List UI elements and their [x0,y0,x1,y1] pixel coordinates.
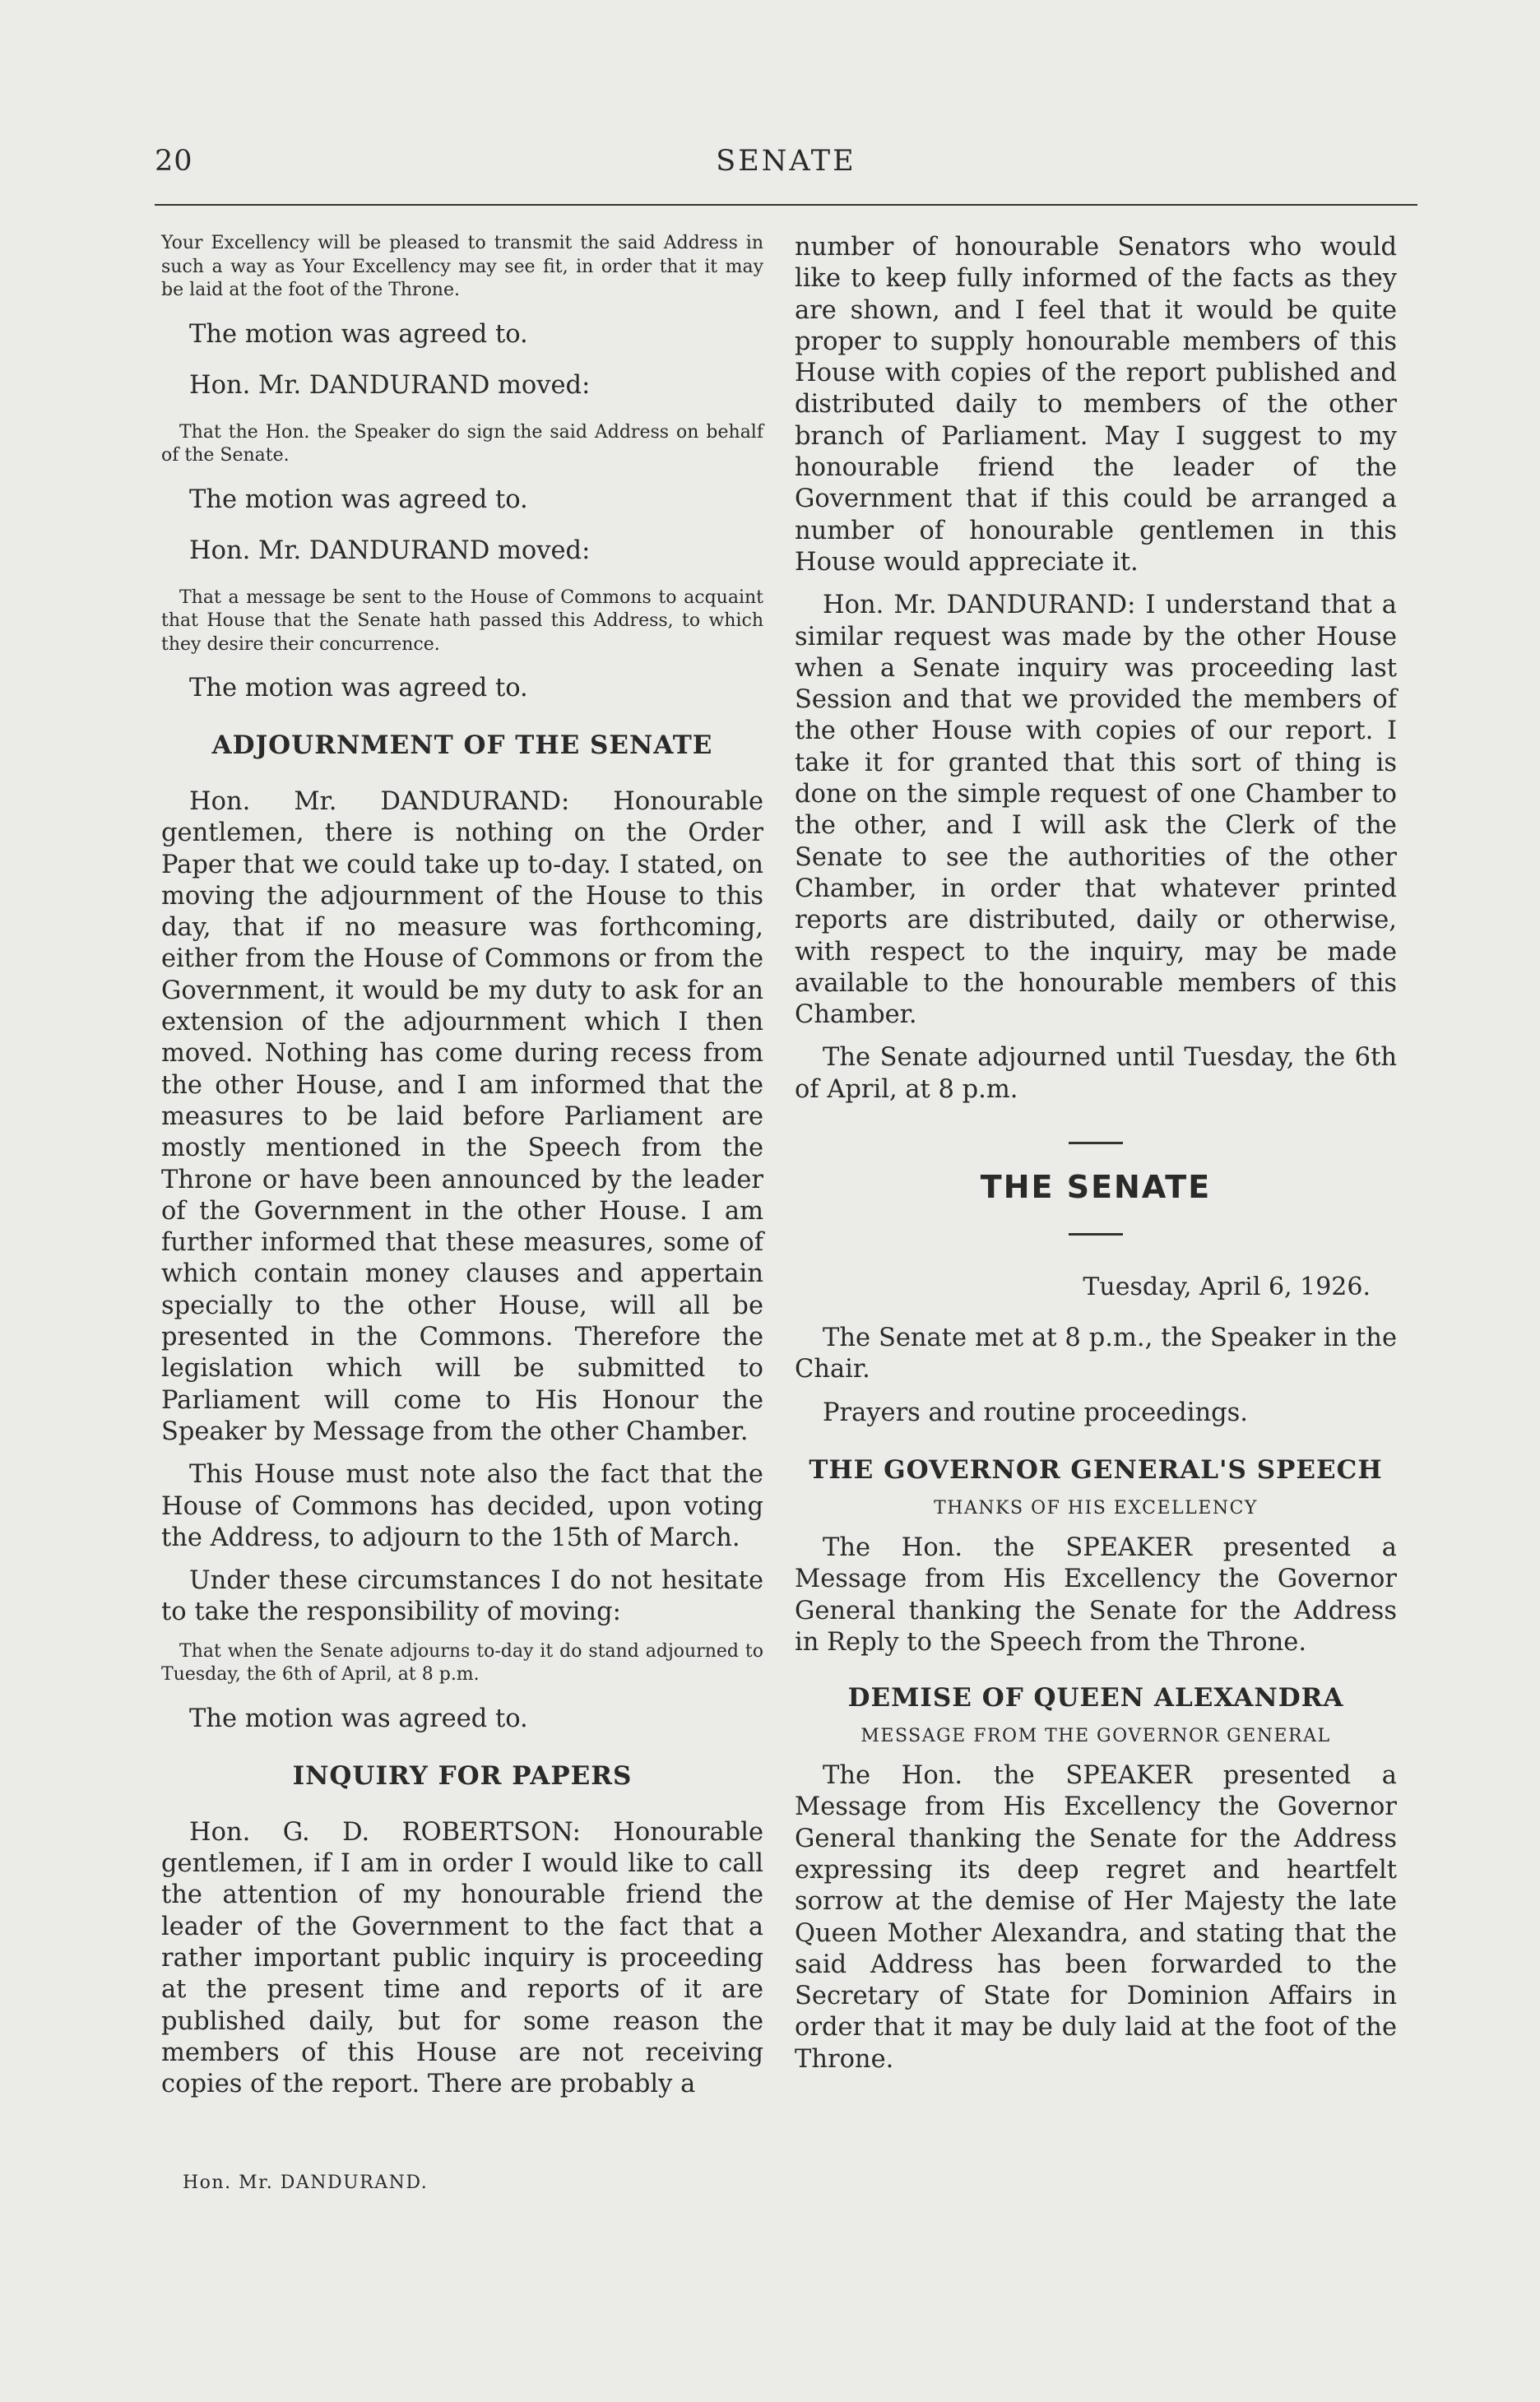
sitting-date: Tuesday, April 6, 1926. [1083,1273,1371,1302]
page-number: 20 [155,145,193,178]
section-heading: THE GOVERNOR GENERAL'S SPEECH [809,1454,1383,1485]
motion-agreed: The motion was agreed to. [189,485,528,514]
motion-text: That the Hon. the Speaker do sign the said Address on behalf of the Senate. [161,421,763,466]
section-heading: DEMISE OF QUEEN ALEXANDRA [847,1683,1344,1713]
right-column [795,232,1397,2087]
paragraph: The Senate met at 8 p.m., the Speaker in the Chair. [795,1324,1397,1384]
left-column [161,232,763,2112]
paragraph: Hon. Mr. DANDURAND: Honourable gentlemen, there is nothing on the Order Paper that we could take up to-day. I stated, on moving the adjournment of the House to this day, that if no measure was forthcoming, either from the House of Commons or from the Government, it would be my duty to ask for an extension of the adjournment which I then moved. Nothing has come during recess from the other House, and I am informed that the measures to be laid before Parliament are mostly mentioned in the Speech from the Throne or have been announced by the leader of the Government in the other House. I am further informed that these measures, some of which contain money clauses and appertain specially to the other House, will all be presented in the Commons. Therefore the legislation which will be submitted to Parliament will come to His Honour the Speaker by Message from the other Chamber. [161,787,763,1446]
paragraph: Under these circumstances I do not hesitate to take the responsibility of moving: [161,1566,763,1627]
paragraph: Prayers and routine proceedings. [823,1398,1248,1427]
paragraph: The Hon. the SPEAKER presented a Message from His Excellency the Governor General thanking the Senate for the Address in Reply to the Speech from the Throne. [795,1533,1397,1657]
motion-agreed: The motion was agreed to. [189,319,528,349]
sitting-title: THE SENATE [980,1169,1212,1206]
motion-agreed: The motion was agreed to. [189,674,528,703]
paragraph: The Senate adjourned until Tuesday, the 6th of April, at 8 p.m. [795,1043,1397,1104]
paragraph: This House must note also the fact that the House of Commons has decided, upon voting the Address, to adjourn to the 15th of March. [161,1460,763,1552]
header-rule [155,204,1417,206]
running-title: SENATE [716,145,856,178]
motion-moved: Hon. Mr. DANDURAND moved: [189,370,591,400]
section-subheading: THANKS OF HIS EXCELLENCY [934,1497,1258,1519]
paragraph: Hon. G. D. ROBERTSON: Honourable gentlemen, if I am in order I would like to call the attention of my honourable friend the leader of the Government to the fact that a rather important public inquiry is proceeding at the present time and reports of it are published daily, but for some reason the members of this House are not receiving copies of the report. There are probably a [161,1817,763,2099]
speaker-catchword: Hon. Mr. DANDURAND. [183,2172,429,2193]
section-heading: INQUIRY FOR PAPERS [292,1760,633,1791]
motion-agreed: The motion was agreed to. [189,1704,528,1733]
section-subheading: MESSAGE FROM THE GOVERNOR GENERAL [860,1726,1331,1747]
paragraph: Hon. Mr. DANDURAND: I understand that a similar request was made by the other House when a Senate inquiry was proceeding last Session and that we provided the members of the other House with copies of our report. I take it for granted that this sort of thing is done on the simple request of one Chamber to the other, and I will ask the Clerk of the Senate to see the authorities of the other Chamber, in order that whatever printed reports are distributed, daily or otherwise, with respect to the inquiry, may be made available to the honourable members of this Chamber. [795,591,1397,1030]
section-heading: ADJOURNMENT OF THE SENATE [211,730,713,760]
quoted-address-ending: Your Excellency will be pleased to transmit the said Address in such a way as Your Excellency may see fit, in order that it may be laid at the foot of the Throne. [161,233,763,300]
page-header [155,145,1417,186]
motion-moved: Hon. Mr. DANDURAND moved: [189,536,591,565]
paragraph: The Hon. the SPEAKER presented a Message from His Excellency the Governor General thanking the Senate for the Address expressing its deep regret and heartfelt sorrow at the demise of Her Majesty the late Queen Mother Alexandra, and stating that the said Address has been forwarded to the Secretary of State for Dominion Affairs in order that it may be duly laid at the foot of the Throne. [795,1761,1397,2074]
paragraph: number of honourable Senators who would like to keep fully informed of the facts as they are shown, and I feel that it would be quite proper to supply honourable members of this House with copies of the report published and distributed daily to members of the other branch of Parliament. May I suggest to my honourable friend the leader of the Government that if this could be arranged a number of honourable gentlemen in this House would appreciate it. [795,233,1397,577]
motion-text: That when the Senate adjourns to-day it do stand adjourned to Tuesday, the 6th of April, at 8 p.m. [161,1640,763,1686]
motion-text: That a message be sent to the House of Commons to acquaint that House that the Senate hath passed this Address, to which they desire their concurrence. [161,587,763,655]
